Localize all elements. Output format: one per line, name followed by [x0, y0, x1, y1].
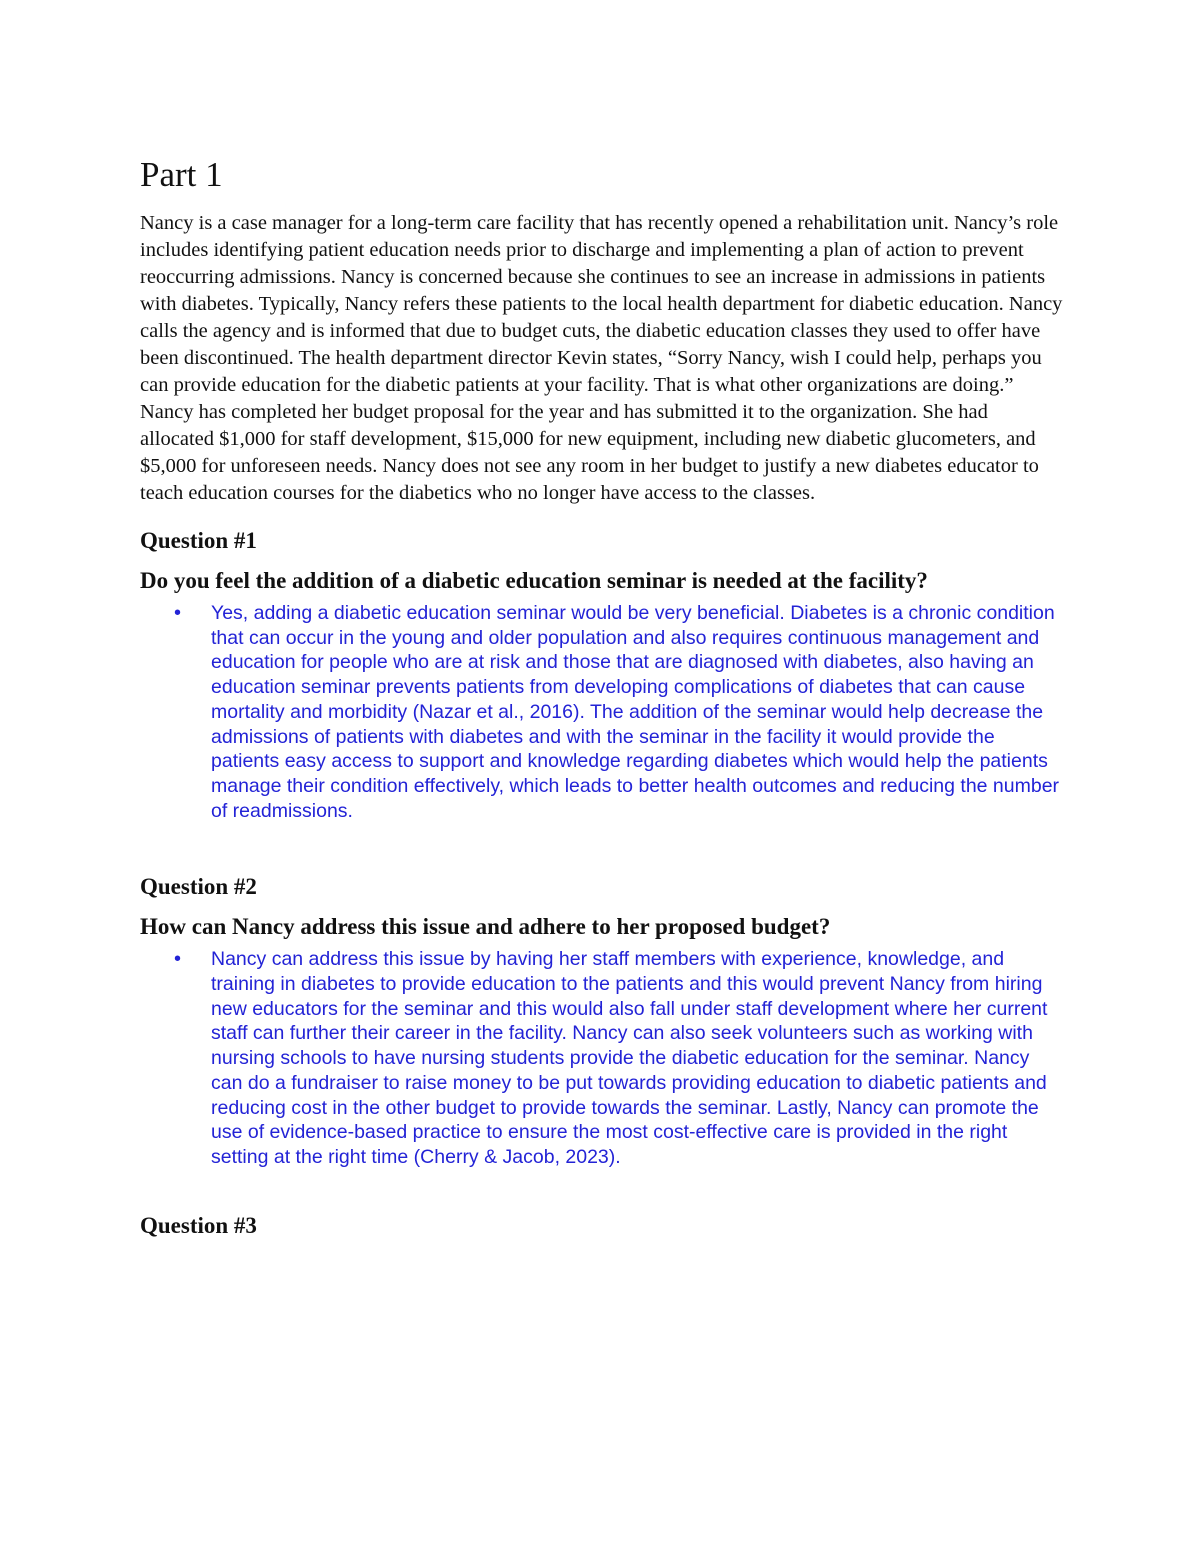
part-title: Part 1	[140, 155, 223, 194]
document-page	[140, 150, 1065, 1250]
question-1-heading: Question #1	[140, 528, 257, 553]
question-1-answer	[140, 601, 1065, 823]
bullet-icon: •	[174, 602, 182, 624]
bullet-icon: •	[174, 948, 182, 971]
question-1-answer-list	[140, 601, 1065, 823]
question-3-section	[140, 1210, 1065, 1242]
question-2-answer-text: Nancy can address this issue by having her staff members with experience, knowledge, and training in diabetes to provide education to the patients and this would prevent Nancy from hiring new educators for the seminar and this would also fall under staff development where her current staff can further their career in the facility. Nancy can also seek volunteers such as working with nursing schools to have nursing students provide the diabetic education for the seminar. Nancy can do a fundraiser to raise money to be put towards providing education to diabetic patients and reducing cost in the other budget to provide towards the seminar. Lastly, Nancy can promote the use of evidence-based practice to ensure the most cost-effective care is provided in the right setting at the right time (Cherry & Jacob, 2023).	[211, 948, 1048, 1168]
spacer	[140, 823, 1065, 871]
question-2-heading: Question #2	[140, 874, 257, 900]
question-1-answer-text: Yes, adding a diabetic education seminar would be very beneficial. Diabetes is a chronic condition that can occur in the young and older population and also requires continuous management and education for people who are at risk and those that are diagnosed with diabetes, also having an education seminar prevents patients from developing complications of diabetes that can cause mortality and morbidity (Nazar et al., 2016). The addition of the seminar would help decrease the admissions of patients with diabetes and with the seminar in the facility it would provide the patients easy access to support and knowledge regarding diabetes which would help the patients manage their condition effectively, which leads to better health outcomes and reducing the number of readmissions.	[211, 602, 1060, 822]
spacer	[140, 1170, 1065, 1210]
question-3-heading: Question #3	[140, 1212, 257, 1238]
intro-paragraph: Nancy is a case manager for a long-term care facility that has recently opened a rehabilitation unit. Nancy’s role includes identifying patient education needs prior to discharge and implementing a plan of action to prevent reoccurring admissions. Nancy is concerned because she continues to see an increase in admissions in patients with diabetes. Typically, Nancy refers these patients to the local health department for diabetic education. Nancy calls the agency and is informed that due to budget cuts, the diabetic education classes they used to offer have been discontinued. The health department director Kevin states, “Sorry Nancy, wish I could help, perhaps you can provide education for the diabetic patients at your facility. That is what other organizations are doing.” Nancy has completed her budget proposal for the year and has submitted it to the organization. She had allocated $1,000 for staff development, $15,000 for new equipment, including new diabetic glucometers, and $5,000 for unforeseen needs. Nancy does not see any room in her budget to justify a new diabetes educator to teach education courses for the diabetics who no longer have access to the classes.	[140, 212, 1063, 504]
question-2-section	[140, 871, 1065, 1169]
question-2-answer-list	[140, 947, 1065, 1169]
question-2-text: How can Nancy address this issue and adhere to her proposed budget?	[140, 914, 831, 940]
question-2-answer	[140, 947, 1065, 1169]
question-1-section	[140, 525, 1065, 823]
question-1-text: Do you feel the addition of a diabetic education seminar is needed at the facility?	[140, 568, 928, 593]
